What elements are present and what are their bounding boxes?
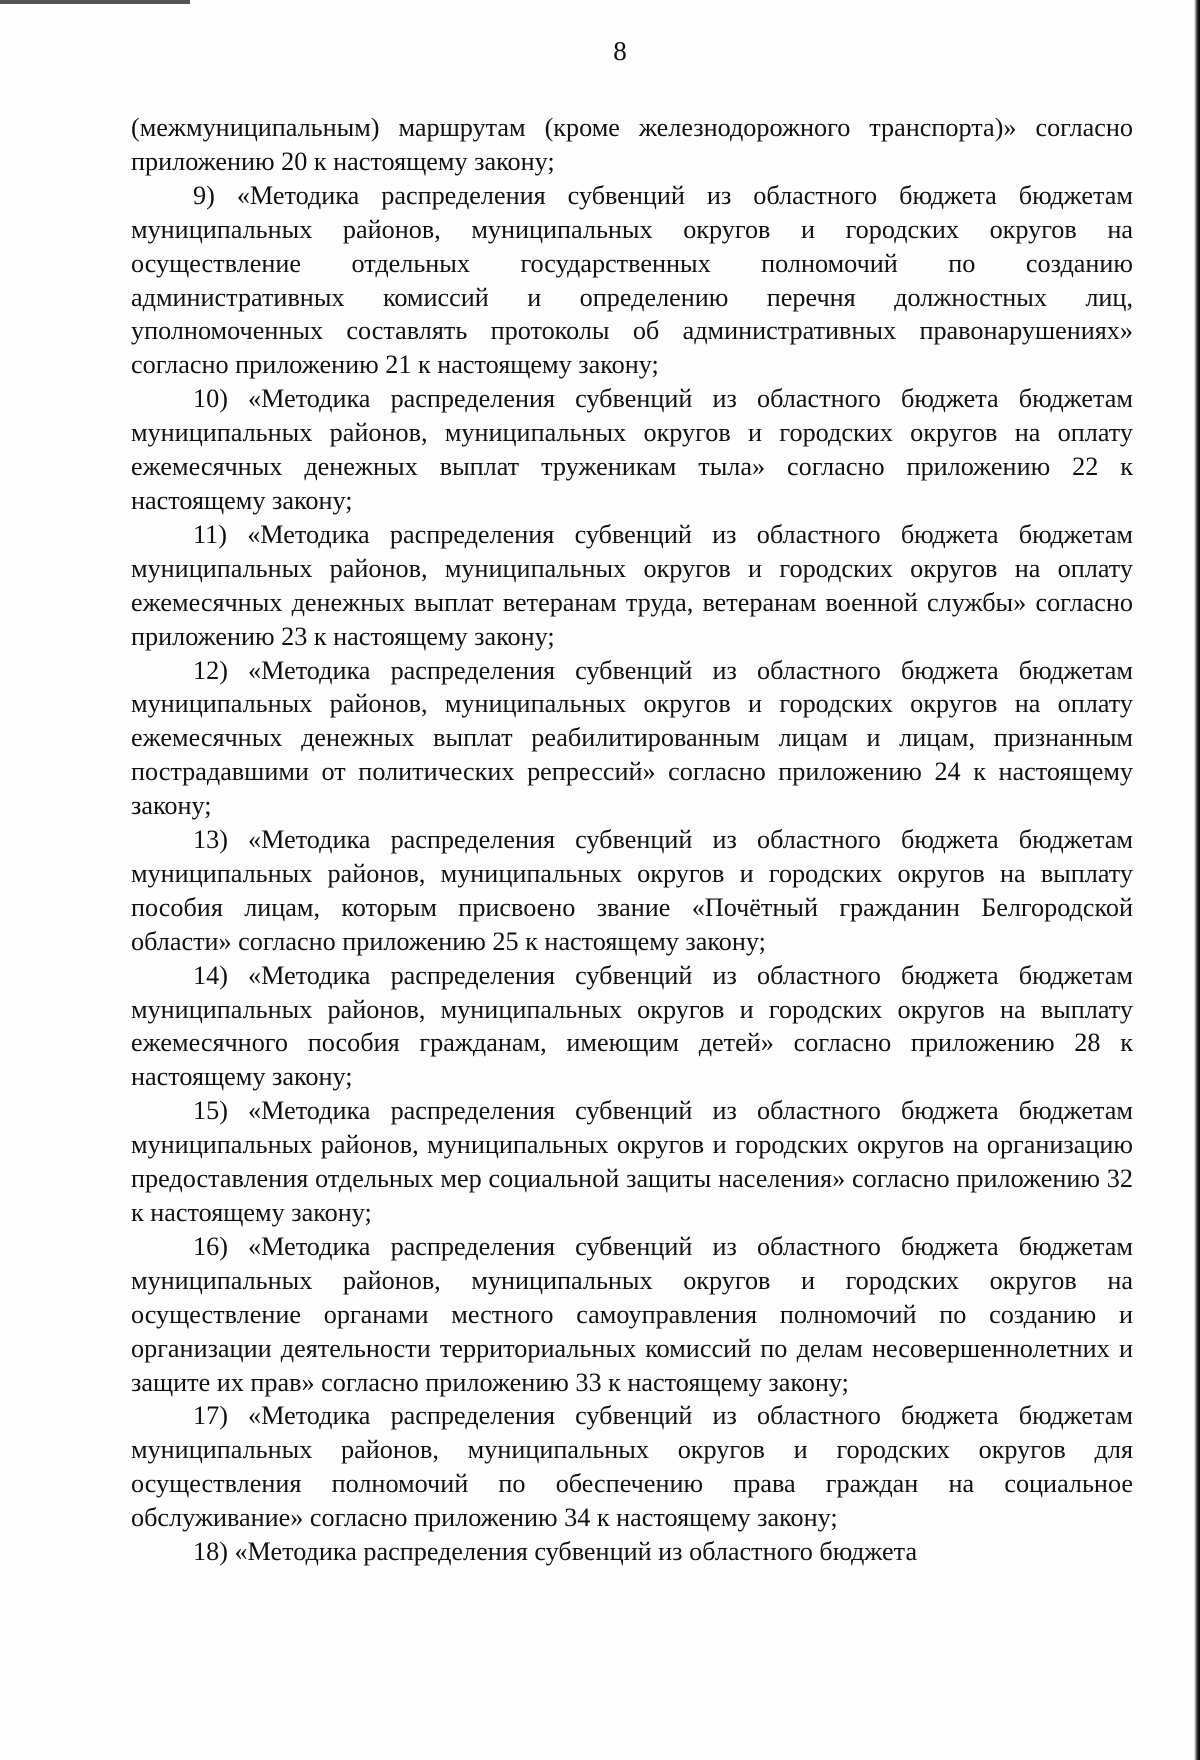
list-item-15: 15) «Методика распределения субвенций из областного бюджета бюджетам муниципальных районов, муниципальных округов и городских округов на организацию предоставления отдельных мер социальной защиты населения» согласно приложению 32 к настоящему закону; [131,1096,1133,1227]
page-number: 8 [613,36,627,66]
document-body [131,111,1133,1569]
list-item-13: 13) «Методика распределения субвенций из областного бюджета бюджетам муниципальных районов, муниципальных округов и городских округов на выплату пособия лицам, которым присвоено звание «Почётный гражданин Белгородской области» согласно приложению 25 к настоящему закону; [131,825,1133,956]
paragraph-continuation: (межмуниципальным) маршрутам (кроме железнодорожного транспорта)» согласно приложению 20 к настоящему закону; [131,113,1133,176]
scan-top-edge [0,0,190,4]
list-item-11: 11) «Методика распределения субвенций из областного бюджета бюджетам муниципальных районов, муниципальных округов и городских округов на оплату ежемесячных денежных выплат ветеранам труда, ветеранам военной службы» согласно приложению 23 к настоящему закону; [131,519,1133,651]
list-item-16: 16) «Методика распределения субвенций из областного бюджета бюджетам муниципальных районов, муниципальных округов и городских округов на осуществление органами местного самоуправления полномочий по созданию и организации деятельности территориальных комиссий по делам несовершеннолетних и защите их прав» согласно приложению 33 к настоящему закону; [131,1231,1133,1397]
list-item-9: 9) «Методика распределения субвенций из областного бюджета бюджетам муниципальных районов, муниципальных округов и городских округов на осуществление отдельных государственных полномочий по созданию административных комиссий и определению перечня должностных лиц, уполномоченных составлять протоколы об административных правонарушениях» согласно приложению 21 к настоящему закону; [131,180,1133,380]
list-item-17: 17) «Методика распределения субвенций из областного бюджета бюджетам муниципальных районов, муниципальных округов и городских округов для осуществления полномочий по обеспечению права граждан на социальное обслуживание» согласно приложению 34 к настоящему закону; [131,1401,1133,1533]
list-item-10: 10) «Методика распределения субвенций из областного бюджета бюджетам муниципальных районов, муниципальных округов и городских округов на оплату ежемесячных денежных выплат труженикам тыла» согласно приложению 22 к настоящему закону; [131,384,1133,515]
list-item-12: 12) «Методика распределения субвенций из областного бюджета бюджетам муниципальных районов, муниципальных округов и городских округов на оплату ежемесячных денежных выплат реабилитированным лицам и лицам, признанным пострадавшими от политических репрессий» согласно приложению 24 к настоящему закону; [131,655,1133,821]
list-item-18: 18) «Методика распределения субвенций из областного бюджета [193,1537,918,1567]
list-item-14: 14) «Методика распределения субвенций из областного бюджета бюджетам муниципальных районов, муниципальных округов и городских округов на выплату ежемесячного пособия гражданам, имеющим детей» согласно приложению 28 к настоящему закону; [131,960,1133,1092]
scan-right-edge [1194,0,1200,1760]
